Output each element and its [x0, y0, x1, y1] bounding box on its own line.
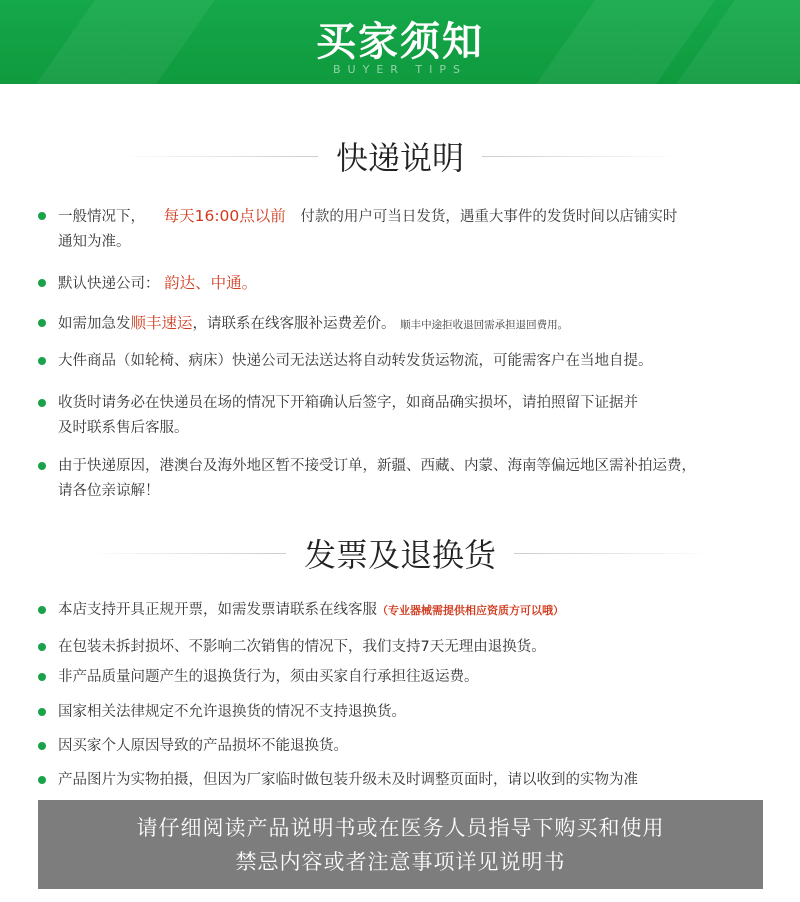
list-item — [38, 734, 768, 759]
item-text: 在包装未拆封损坏、不影响二次销售的情况下，我们支持7天无理由退换货。 — [58, 639, 546, 655]
note-text: （专业器械需提供相应资质方可以哦） — [377, 604, 564, 617]
list-item — [38, 665, 768, 690]
bullet-dot — [38, 742, 46, 750]
item-text: 大件商品（如轮椅、病床）快递公司无法送达将自动转发货运物流，可能需客户在当地自提。 — [58, 353, 653, 369]
item-text: 如需加急发 — [58, 316, 131, 332]
highlight-text: 每天16:00点以前 — [163, 207, 286, 225]
list-item — [38, 768, 768, 793]
highlight-text: 韵达、中通。 — [164, 274, 258, 292]
section-heading-shipping — [0, 134, 800, 178]
list-item — [38, 311, 768, 338]
list-item — [38, 700, 768, 725]
bullet-dot — [38, 462, 46, 470]
list-item — [38, 635, 768, 660]
bullet-dot — [38, 776, 46, 784]
list-item — [38, 349, 768, 374]
section-title: 快递说明 — [335, 139, 464, 177]
divider-right — [514, 553, 714, 554]
section-heading-invoice — [0, 531, 800, 575]
bullet-dot — [38, 708, 46, 716]
divider-left — [86, 553, 286, 554]
footer-line: 禁忌内容或者注意事项详见说明书 — [235, 849, 566, 874]
page-subtitle: BUYER TIPS — [333, 63, 467, 76]
divider-right — [482, 156, 682, 157]
list-item — [38, 598, 768, 623]
bullet-dot — [38, 399, 46, 407]
item-text: 非产品质量问题产生的退换货行为，须由买家自行承担往返运费。 — [58, 669, 479, 685]
item-text: 付款的用户可当日发货，遇重大事件的发货时间以店铺实时 — [300, 209, 678, 225]
section-title: 发票及退换货 — [303, 536, 496, 574]
bullet-dot — [38, 357, 46, 365]
item-text: ，请联系在线客服补运费差价。 — [192, 316, 396, 332]
item-text: 由于快递原因，港澳台及海外地区暂不接受订单，新疆、西藏、内蒙、海南等偏远地区需补拍运费， — [58, 458, 696, 474]
header-banner — [0, 0, 800, 84]
item-text: 请各位亲谅解！ — [58, 483, 160, 499]
bullet-dot — [38, 606, 46, 614]
item-text: 默认快递公司： — [58, 276, 160, 292]
item-text: 产品图片为实物拍摄，但因为厂家临时做包装升级未及时调整页面时，请以收到的实物为准 — [58, 772, 638, 788]
bullet-dot — [38, 319, 46, 327]
item-text: 收货时请务必在快递员在场的情况下开箱确认后签字，如商品确实损坏，请拍照留下证据并 — [58, 395, 638, 411]
note-text: 顺丰中途拒收退回需承担退回费用。 — [400, 319, 569, 331]
bullet-dot — [38, 673, 46, 681]
divider-left — [118, 156, 318, 157]
bullet-dot — [38, 643, 46, 651]
list-item — [38, 204, 768, 255]
item-text: 及时联系售后客服。 — [58, 420, 189, 436]
page-title: 买家须知 — [316, 19, 484, 65]
item-text: 因买家个人原因导致的产品损坏不能退换货。 — [58, 738, 348, 754]
item-text: 国家相关法律规定不允许退换货的情况不支持退换货。 — [58, 704, 406, 720]
highlight-text: 顺丰速运 — [130, 314, 193, 332]
item-text: 本店支持开具正规开票，如需发票请联系在线客服 — [58, 602, 377, 618]
footer-line: 请仔细阅读产品说明书或在医务人员指导下购买和使用 — [136, 815, 665, 840]
list-item — [38, 454, 768, 504]
item-text: 一般情况下， — [58, 209, 145, 225]
list-item — [38, 391, 768, 441]
list-item — [38, 271, 768, 297]
bullet-dot — [38, 212, 46, 220]
item-text: 通知为准。 — [58, 234, 131, 250]
bullet-dot — [38, 279, 46, 287]
footer-notice — [38, 800, 763, 889]
